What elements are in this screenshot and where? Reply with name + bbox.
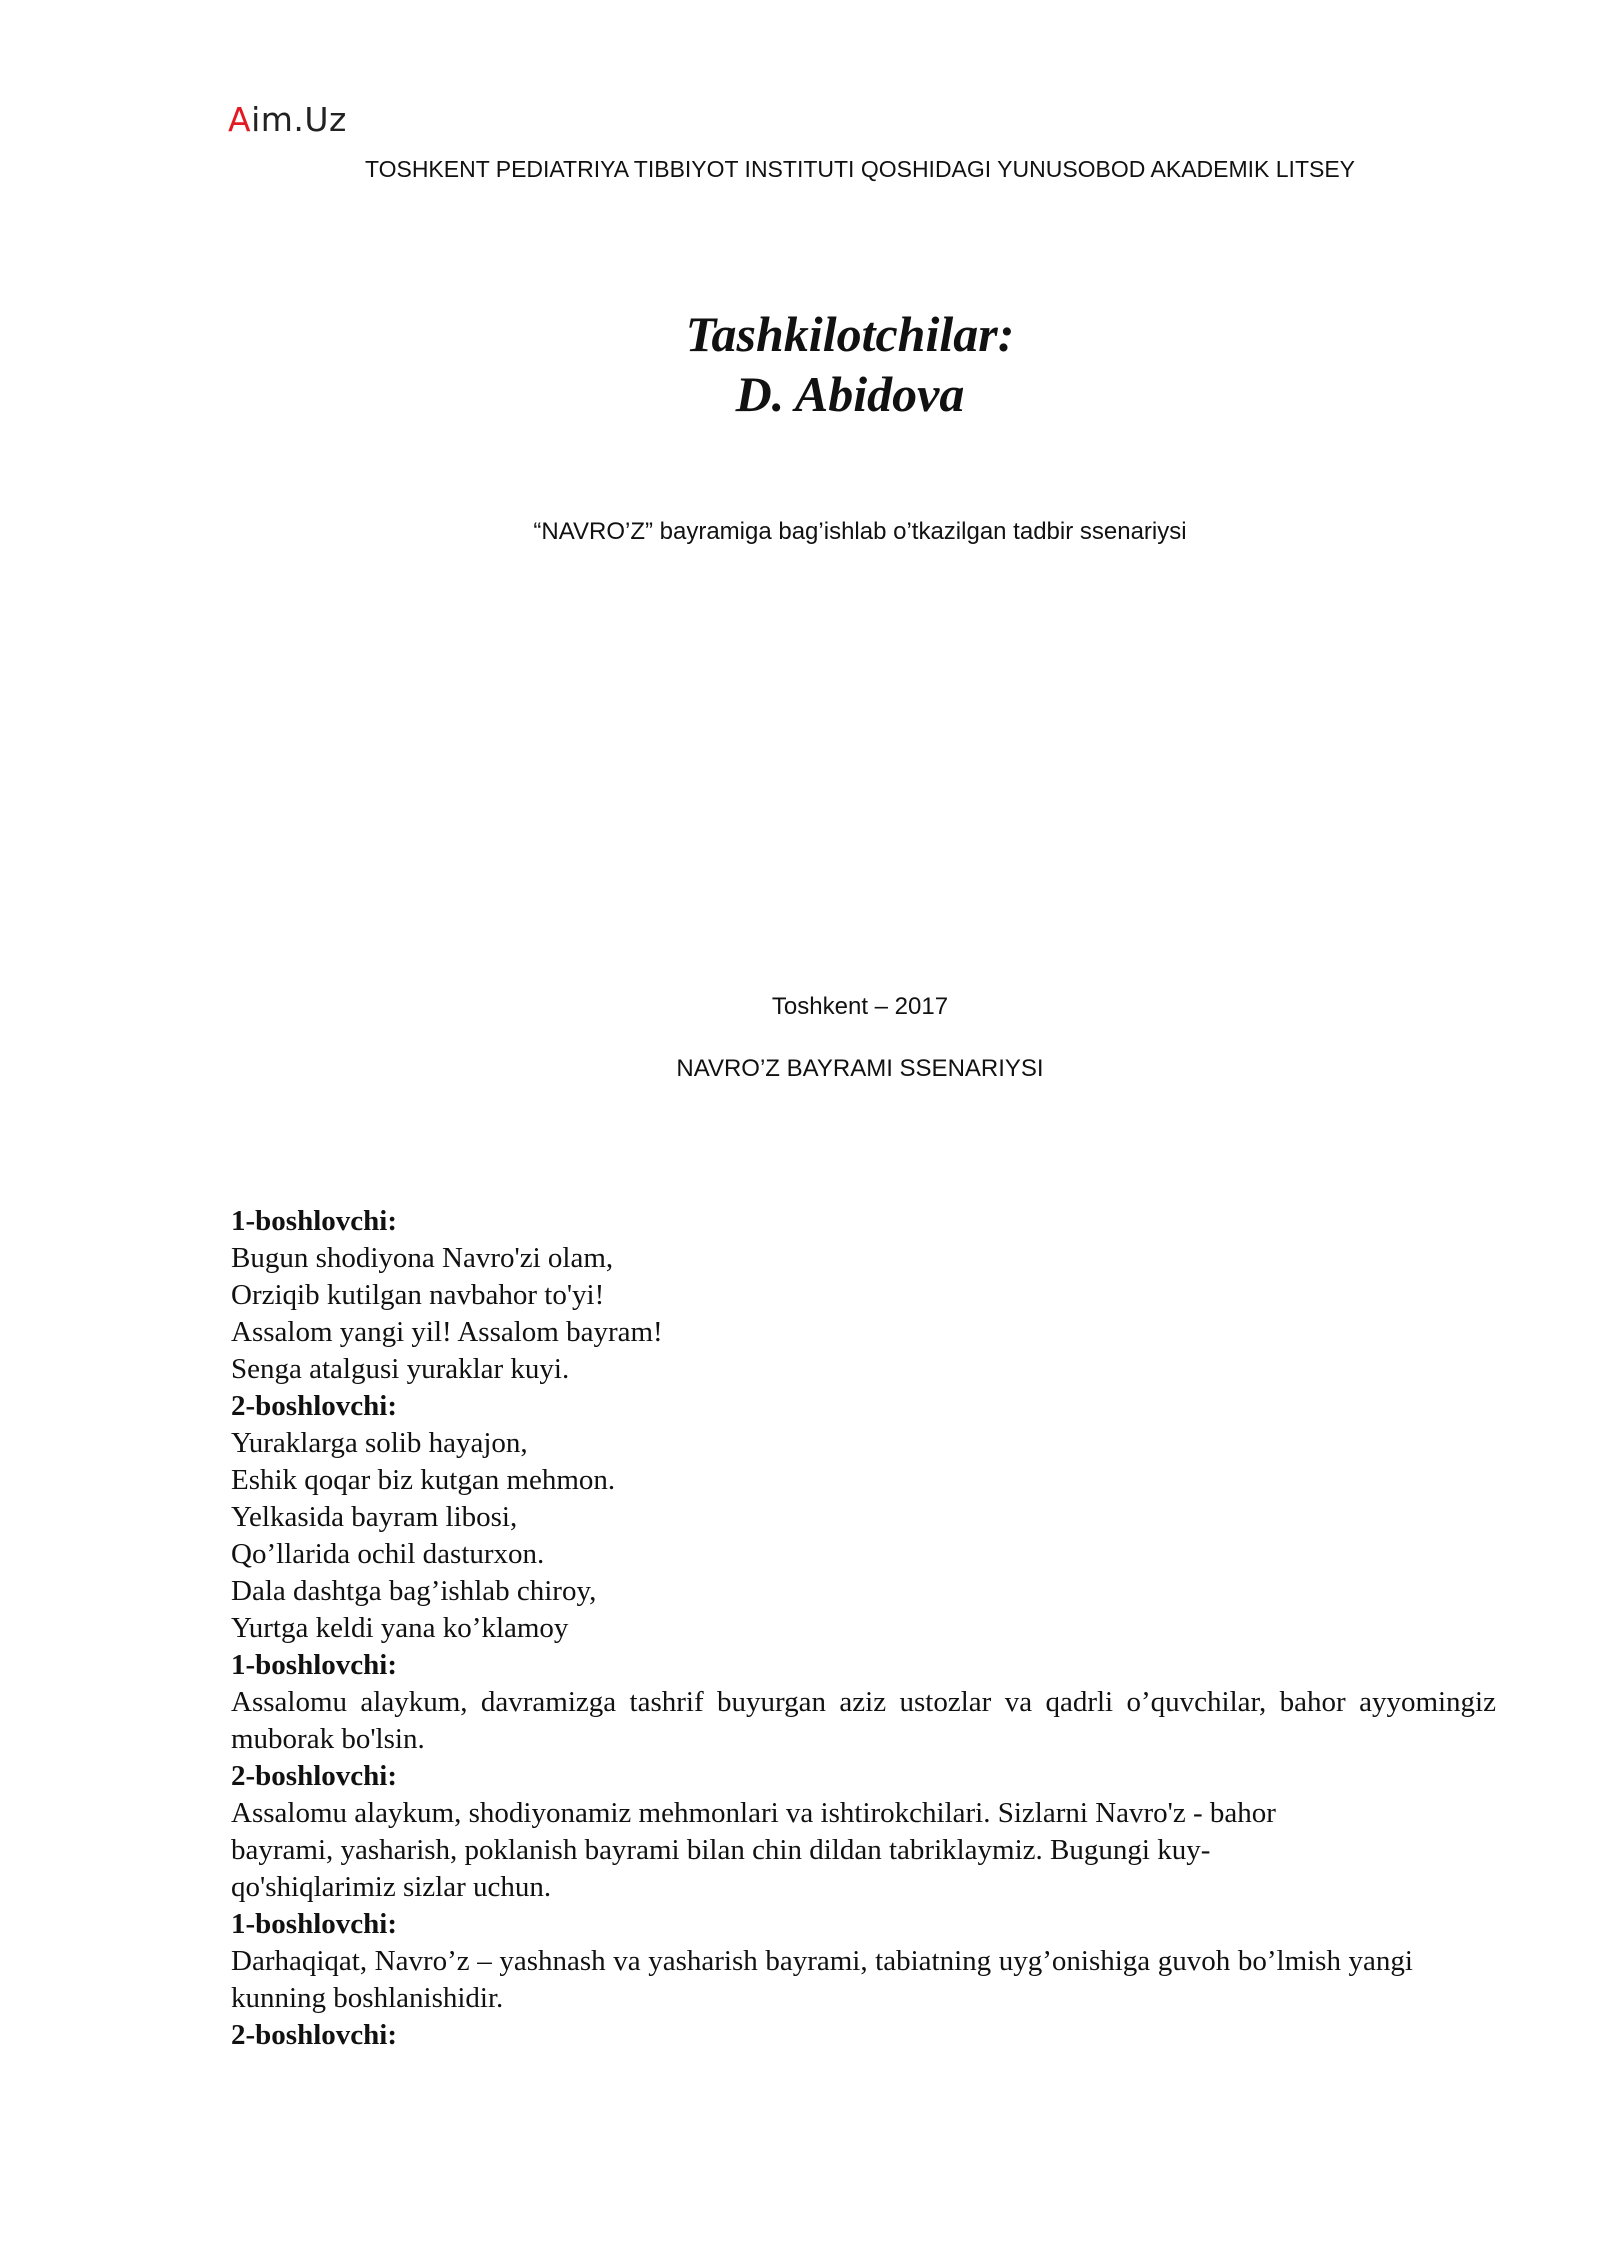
verse-line: Senga atalgusi yuraklar kuyi. xyxy=(231,1353,570,1385)
verse-line: Qo’llarida ochil dasturxon. xyxy=(231,1538,545,1570)
script-heading: NAVRO’Z BAYRAMI SSENARIYSI xyxy=(676,1055,1044,1082)
event-subtitle: “NAVRO’Z” bayramiga bag’ishlab o’tkazilgan tadbir ssenariysi xyxy=(533,518,1187,545)
aim-uz-logo[interactable] xyxy=(228,100,347,139)
speech-paragraph: Darhaqiqat, Navro’z – yashnash va yasharish bayrami, tabiatning uyg’onishiga guvoh bo’lmish yangi kunning boshlanishidir. xyxy=(231,1945,1413,2014)
verse-line: Bugun shodiyona Navro'zi olam, xyxy=(231,1242,614,1274)
speaker-label: 2-boshlovchi: xyxy=(231,1390,397,1422)
logo-text: im.Uz xyxy=(251,100,347,139)
verse-line: Assalom yangi yil! Assalom bayram! xyxy=(231,1316,663,1348)
verse-line: Orziqib kutilgan navbahor to'yi! xyxy=(231,1279,605,1311)
verse-line: Yurtga keldi yana ko’klamoy xyxy=(231,1612,569,1644)
verse-line: Dala dashtga bag’ishlab chiroy, xyxy=(231,1575,597,1607)
script-body xyxy=(231,1203,1496,2054)
speech-line: Assalomu alaykum, shodiyonamiz mehmonlari va ishtirokchilari. Sizlarni Navro'z - bahor xyxy=(231,1797,1276,1829)
speech-line: qo'shiqlarimiz sizlar uchun. xyxy=(231,1871,552,1903)
speaker-label: 1-boshlovchi: xyxy=(231,1649,397,1681)
verse-line: Yuraklarga solib hayajon, xyxy=(231,1427,528,1459)
speech-line: bayrami, yasharish, poklanish bayrami bilan chin dildan tabriklaymiz. Bugungi kuy- xyxy=(231,1834,1211,1866)
speech-paragraph: Assalomu alaykum, davramizga tashrif buyurgan aziz ustozlar va qadrli o’quvchilar, bahor ayyomingiz muborak bo'lsin. xyxy=(231,1686,1496,1755)
speaker-label: 2-boshlovchi: xyxy=(231,1760,397,1792)
place-and-year: Toshkent – 2017 xyxy=(771,993,949,1020)
institute-name: TOSHKENT PEDIATRIYA TIBBIYOT INSTITUTI QOSHIDAGI YUNUSOBOD AKADEMIK LITSEY xyxy=(364,156,1356,182)
speaker-label: 1-boshlovchi: xyxy=(231,1205,397,1237)
organizer-name: D. Abidova xyxy=(735,366,965,422)
organizers-title xyxy=(0,304,1600,424)
speaker-label: 1-boshlovchi: xyxy=(231,1908,397,1940)
logo-accent-letter: A xyxy=(228,100,252,139)
organizers-label: Tashkilotchilar: xyxy=(685,306,1015,362)
speaker-label: 2-boshlovchi: xyxy=(231,2019,397,2051)
verse-line: Eshik qoqar biz kutgan mehmon. xyxy=(231,1464,616,1496)
verse-line: Yelkasida bayram libosi, xyxy=(231,1501,518,1533)
